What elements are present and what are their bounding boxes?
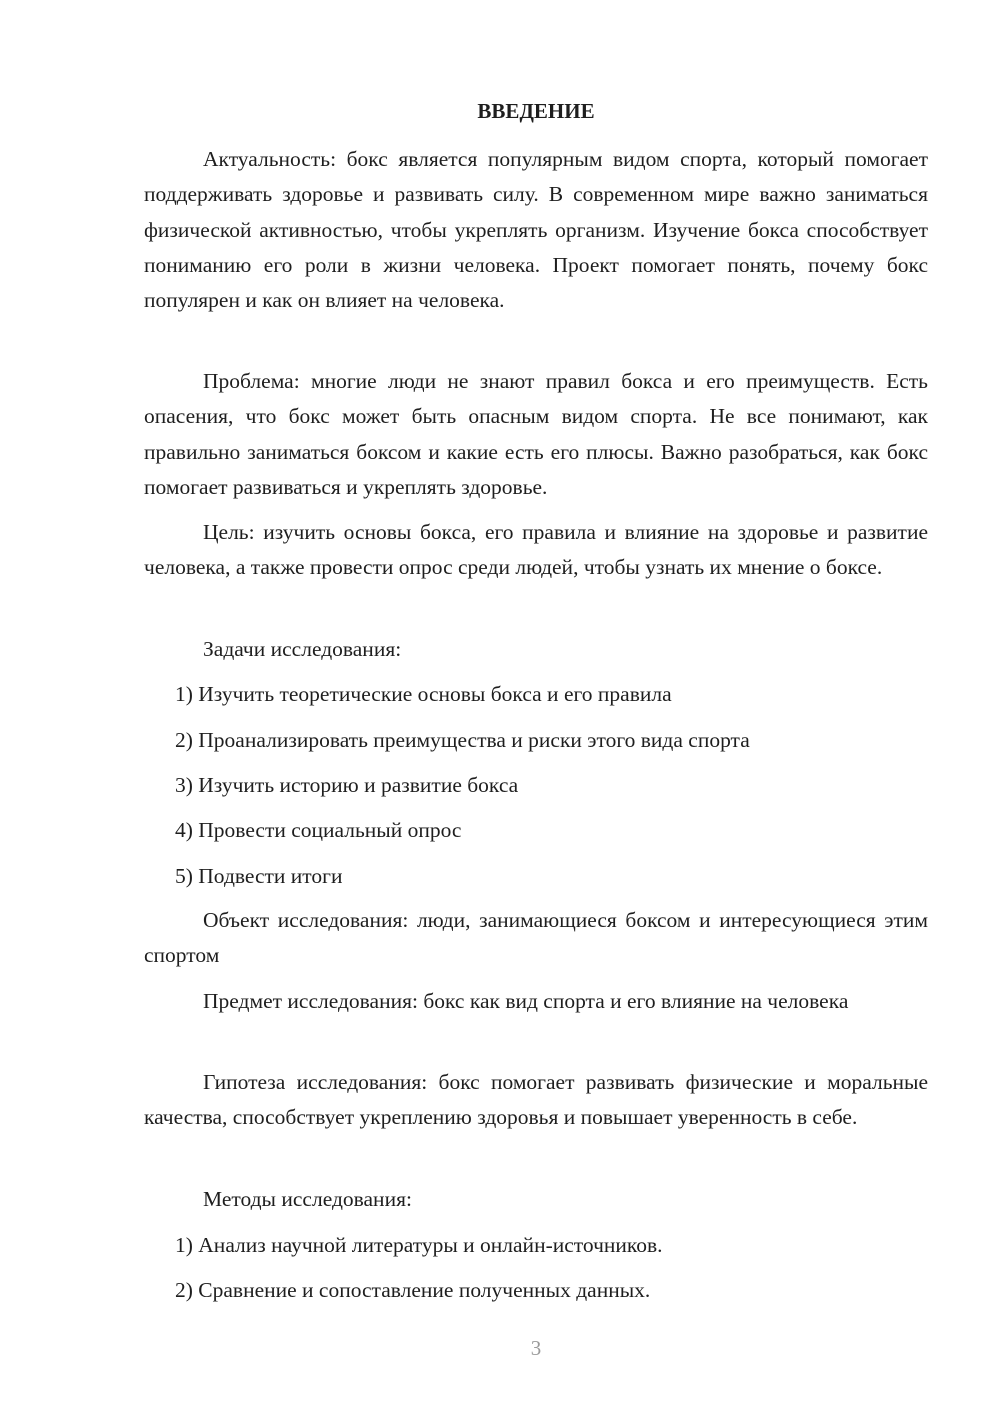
goal-paragraph: Цель: изучить основы бокса, его правила и влияние на здоровье и развитие человека, а также провести опрос среди людей, чтобы узнать их мнение о боксе.	[144, 520, 928, 580]
task-item-5: 5) Подвести итоги	[175, 864, 343, 888]
method-item-2: 2) Сравнение и сопоставление полученных данных.	[175, 1278, 651, 1302]
object-paragraph: Объект исследования: люди, занимающиеся боксом и интересующиеся этим спортом	[144, 908, 928, 968]
hypothesis-paragraph: Гипотеза исследования: бокс помогает развивать физические и моральные качества, способствует укреплению здоровья и повышает уверенность в себе.	[144, 1070, 928, 1130]
method-item-1: 1) Анализ научной литературы и онлайн-источников.	[175, 1233, 663, 1257]
problem-paragraph: Проблема: многие люди не знают правил бокса и его преимуществ. Есть опасения, что бокс может быть опасным видом спорта. Не все понимают, как правильно заниматься боксом и какие есть его плюсы. Важно разобраться, как бокс помогает развиваться и укреплять здоровье.	[144, 369, 928, 499]
task-item-4: 4) Провести социальный опрос	[175, 818, 462, 842]
page-number: 3	[530, 1336, 542, 1360]
task-item-3: 3) Изучить историю и развитие бокса	[175, 773, 519, 797]
methods-heading: Методы исследования:	[203, 1187, 412, 1211]
tasks-heading: Задачи исследования:	[203, 637, 402, 661]
relevance-paragraph: Актуальность: бокс является популярным видом спорта, который помогает поддерживать здоровье и развивать силу. В современном мире важно заниматься физической активностью, чтобы укреплять организм. Изучение бокса способствует пониманию его роли в жизни человека. Проект помогает понять, почему бокс популярен и как он влияет на человека.	[144, 147, 928, 313]
task-item-1: 1) Изучить теоретические основы бокса и его правила	[175, 682, 672, 706]
section-title: ВВЕДЕНИЕ	[477, 99, 595, 123]
task-item-2: 2) Проанализировать преимущества и риски этого вида спорта	[175, 728, 750, 752]
subject-paragraph: Предмет исследования: бокс как вид спорта и его влияние на человека	[203, 989, 849, 1013]
